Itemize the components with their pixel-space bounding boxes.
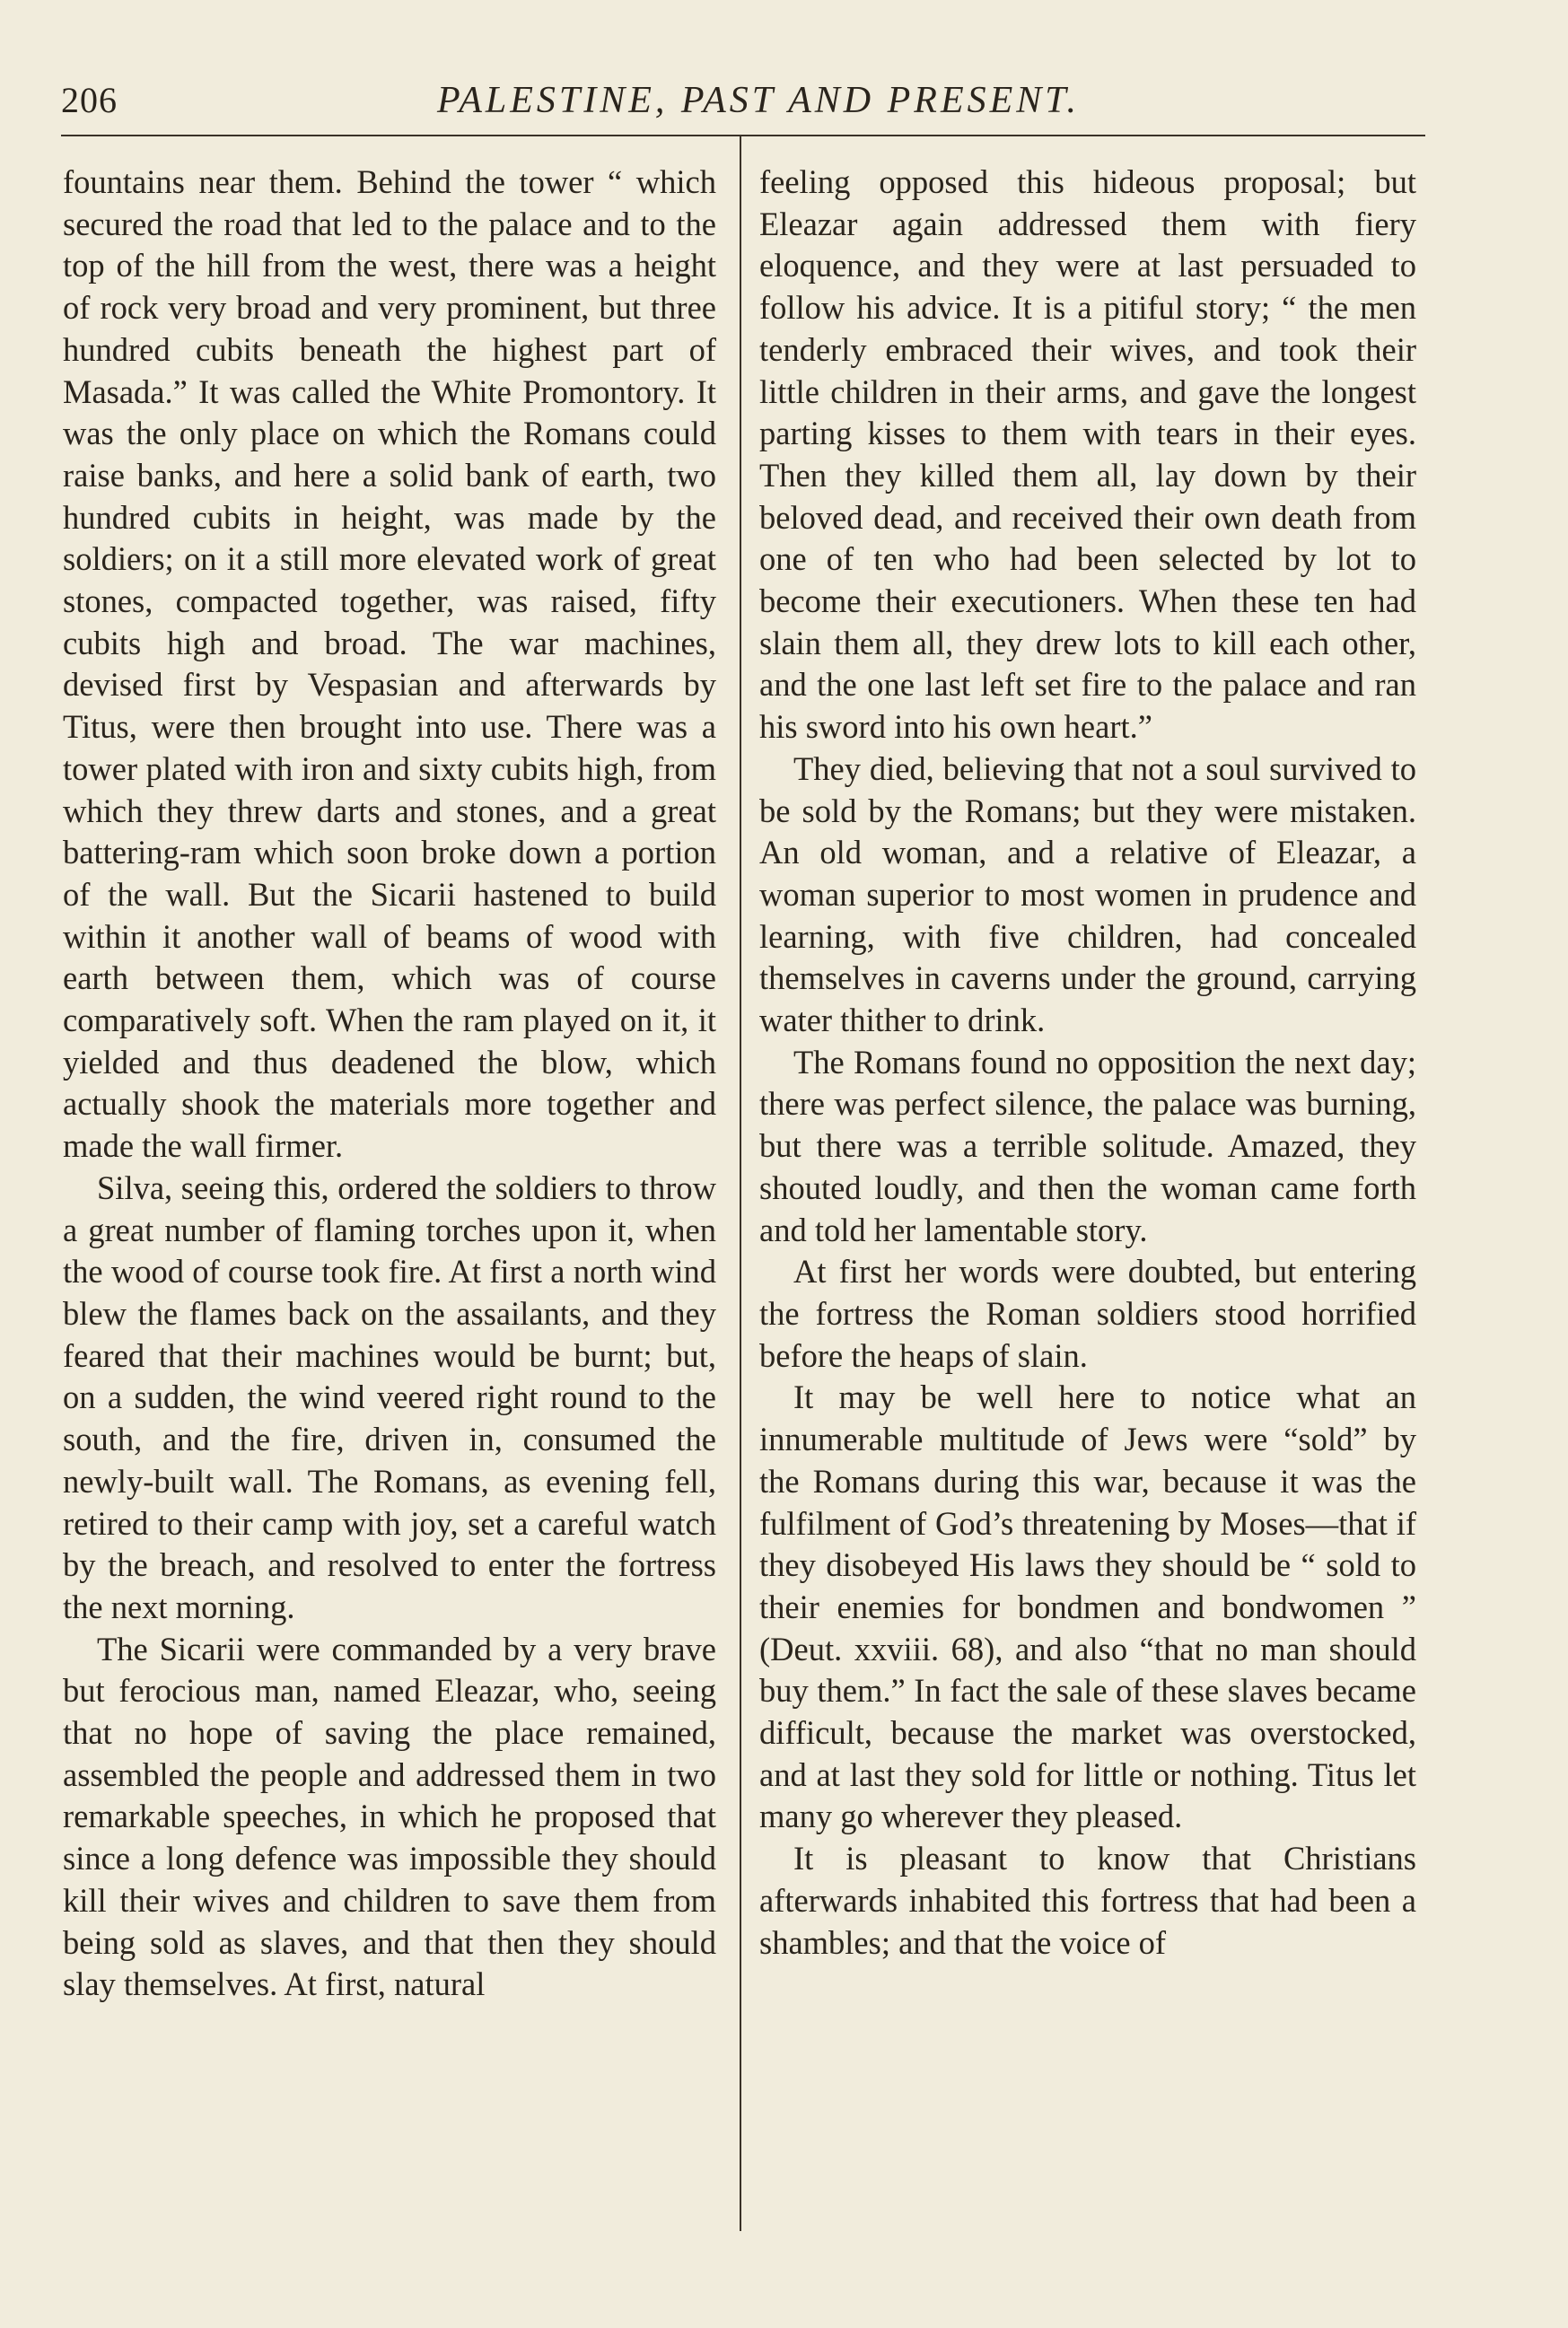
- paragraph: Silva, seeing this, ordered the soldiers to throw a great number of flaming torches upon it, when the wood of course took fire. At first a north wind blew the flames back on the assailants, and they feared that their machines would be burnt; but, on a sudden, the wind veered right round to the south, and the fire, driven in, consumed the newly-built wall. The Romans, as evening fell, retired to their camp with joy, set a careful watch by the breach, and resolved to enter the fortress the next morning.: [63, 1168, 716, 1625]
- column-divider: [740, 135, 741, 2231]
- page-header: [61, 74, 1420, 127]
- paragraph: They died, believing that not a soul survived to be sold by the Romans; but they were mistaken. An old woman, and a relative of Eleazar, a woman superior to most women in prudence and learning, with five children, had concealed themselves in caverns under the ground, carrying water thither to drink.: [759, 749, 1416, 1039]
- left-column: [63, 162, 716, 2006]
- paragraph: feeling opposed this hideous proposal; but Eleazar again addressed them with fiery eloquence, and they were at last persuaded to follow his advice. It is a pitiful story; “ the men tenderly embraced their wives, and took their little children in their arms, and gave the longest parting kisses to them with tears in their eyes. Then they killed them all, lay down by their beloved dead, and received their own death from one of ten who had been selected by lot to become their executioners. When these ten had slain them all, they drew lots to kill each other, and the one last left set fire to the palace and ran his sword into his own heart.”: [759, 163, 1416, 746]
- header-rule: [61, 135, 1425, 136]
- running-title: PALESTINE, PAST AND PRESENT.: [436, 80, 1081, 121]
- paragraph: fountains near them. Behind the tower “ which secured the road that led to the palace and to the top of the hill from the west, there was a height of rock very broad and very prominent, but three hundred cubits beneath the highest part of Masada.” It was called the White Promontory. It was the only place on which the Romans could raise banks, and here a solid bank of earth, two hundred cubits in height, was made by the soldiers; on it a still more elevated work of great stones, compacted together, was raised, fifty cubits high and broad. The war machines, devised first by Vespasian and afterwards by Titus, were then brought into use. There was a tower plated with iron and sixty cubits high, from which they threw darts and stones, and a great battering-ram which soon broke down a portion of the wall. But the Sicarii hastened to build within it another wall of beams of wood with earth between them, which was of course comparatively soft. When the ram played on it, it yielded and thus deadened the blow, which actually shook the materials more together and made the wall firmer.: [63, 163, 716, 1165]
- page-number: 206: [61, 80, 118, 120]
- paragraph: It is pleasant to know that Christians afterwards inhabited this fortress that had been a shambles; and that the voice of: [759, 1840, 1416, 1961]
- paragraph: The Sicarii were commanded by a very brave but ferocious man, named Eleazar, who, seeing that no hope of saving the place remained, assembled the people and addressed them in two remarkable speeches, in which he proposed that since a long defence was impossible they should kill their wives and children to save them from being sold as slaves, and that then they should slay themselves. At first, natural: [63, 1630, 716, 2003]
- right-column: [759, 162, 1416, 1964]
- paragraph: At first her words were doubted, but entering the fortress the Roman soldiers stood horrified before the heaps of slain.: [759, 1253, 1416, 1374]
- paragraph: It may be well here to notice what an innumerable multitude of Jews were “sold” by the Romans during this war, because it was the fulfilment of God’s threatening by Moses—that if they disobeyed His laws they should be “ sold to their enemies for bondmen and bondwomen ” (Deut. xxviii. 68), and also “that no man should buy them.” In fact the sale of these slaves became difficult, because the market was overstocked, and at last they sold for little or nothing. Titus let many go wherever they pleased.: [759, 1378, 1416, 1835]
- paragraph: The Romans found no opposition the next day; there was perfect silence, the palace was burning, but there was a terrible solitude. Amazed, they shouted loudly, and then the woman came forth and told her lamentable story.: [759, 1043, 1416, 1248]
